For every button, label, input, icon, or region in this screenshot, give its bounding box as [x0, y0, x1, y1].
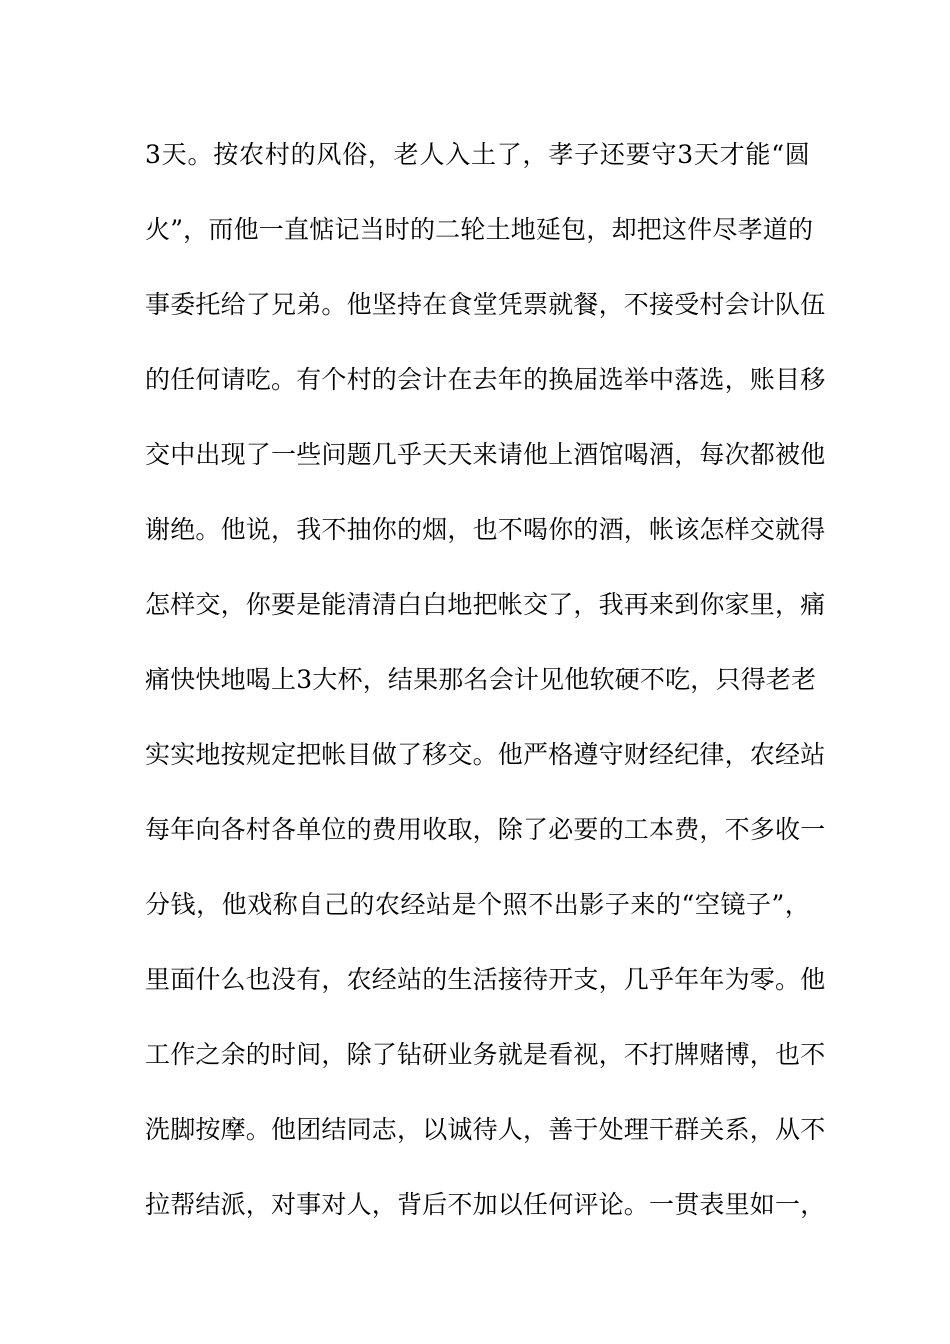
text-line-14: 洗脚按摩。他团结同志，以诚待人，善于处理干群关系，从不	[145, 1115, 826, 1144]
text-line-10: 每年向各村各单位的费用收取，除了必要的工本费，不多收一	[145, 815, 826, 844]
text-line-5: 交中出现了一些问题几乎天天来请他上酒馆喝酒，每次都被他	[145, 440, 826, 469]
text-line-4: 的任何请吃。有个村的会计在去年的换届选举中落选，账目移	[145, 365, 826, 394]
text-line-9: 实实地按规定把帐目做了移交。他严格遵守财经纪律，农经站	[145, 740, 826, 769]
text-line-13: 工作之余的时间，除了钻研业务就是看视，不打牌赌博，也不	[145, 1040, 826, 1069]
text-line-7: 怎样交，你要是能清清白白地把帐交了，我再来到你家里，痛	[145, 590, 826, 619]
text-line-1: 3天。按农村的风俗，老人入土了，孝子还要守3天才能“圆	[145, 140, 810, 169]
text-line-2: 火”，而他一直惦记当时的二轮土地延包，却把这件尽孝道的	[145, 215, 814, 244]
text-line-12: 里面什么也没有，农经站的生活接待开支，几乎年年为零。他	[145, 965, 826, 994]
text-line-15: 拉帮结派，对事对人，背后不加以任何评论。一贯表里如一，	[145, 1190, 826, 1219]
text-line-11: 分钱，他戏称自己的农经站是个照不出影子来的“空镜子”，	[145, 890, 810, 919]
text-line-3: 事委托给了兄弟。他坚持在食堂凭票就餐，不接受村会计队伍	[145, 290, 826, 319]
text-line-6: 谢绝。他说，我不抽你的烟，也不喝你的酒，帐该怎样交就得	[145, 515, 826, 544]
body-text	[145, 131, 826, 1256]
text-line-8: 痛快快地喝上3大杯，结果那名会计见他软硬不吃，只得老老	[145, 665, 817, 694]
